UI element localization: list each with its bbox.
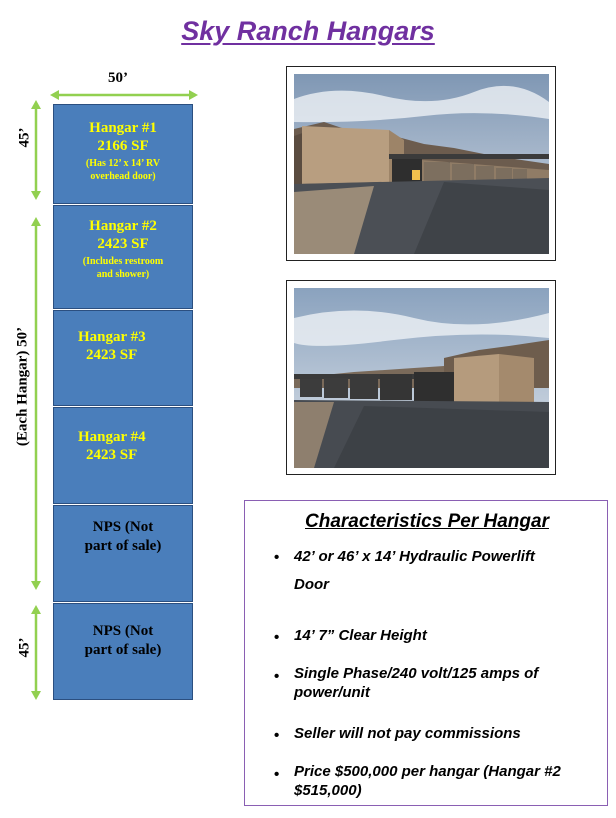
bullet-5-icon: • <box>274 766 280 783</box>
hangar-3-area: 2423 SF <box>86 347 138 363</box>
bullet-3-icon: • <box>274 668 280 685</box>
characteristic-power-line2: power/unit <box>294 684 370 701</box>
hangar-1-note-line1: (Has 12’ x 14’ RV <box>85 158 161 169</box>
characteristic-power <box>294 664 599 702</box>
width-dimension-arrow <box>50 88 198 102</box>
width-dimension-label: 50’ <box>108 70 128 86</box>
hangar-4-name: Hangar #4 <box>78 429 146 445</box>
characteristic-clear-height-line1: 14’ 7” Clear Height <box>294 627 427 644</box>
hangar-2-note-line2: and shower) <box>96 269 150 280</box>
characteristic-price-line1: Price $500,000 per hangar (Hangar #2 <box>294 763 561 780</box>
bullet-4-icon: • <box>274 727 280 744</box>
characteristic-door <box>294 546 599 596</box>
page-title: Sky Ranch Hangars <box>181 16 435 46</box>
characteristic-door-line1: 42’ or 46’ x 14’ Hydraulic Powerlift <box>294 548 535 565</box>
characteristic-price-line2: $515,000) <box>294 782 362 799</box>
nps-block-2 <box>53 603 193 700</box>
hangar-2-area: 2423 SF <box>97 236 149 252</box>
hangar-2-note-line1: (Includes restroom <box>82 256 164 267</box>
bullet-2-icon: • <box>274 629 280 646</box>
bottom-height-label: 45’ <box>16 637 33 658</box>
characteristics-heading: Characteristics Per Hangar <box>305 511 549 532</box>
hangar-4-block <box>53 407 193 504</box>
characteristic-clear-height <box>294 625 599 647</box>
characteristic-commissions <box>294 723 599 745</box>
characteristic-price <box>294 762 599 800</box>
characteristics-box <box>244 500 608 806</box>
nps-block-1 <box>53 505 193 602</box>
hangar-2-name: Hangar #2 <box>89 218 157 234</box>
characteristic-door-line2: Door <box>294 576 329 593</box>
nps-1-line1: NPS (Not <box>92 519 154 535</box>
each-hangar-height-label: (Each Hangar) 50’ <box>14 326 31 447</box>
bullet-1-icon: • <box>274 549 280 566</box>
hangar-photo-1 <box>286 66 556 261</box>
hangar-2-block <box>53 205 193 309</box>
nps-1-line2: part of sale) <box>84 538 162 554</box>
top-height-label: 45’ <box>16 127 33 148</box>
characteristic-commissions-line1: Seller will not pay commissions <box>294 725 521 742</box>
hangar-1-block <box>53 104 193 204</box>
hangar-4-area: 2423 SF <box>86 447 138 463</box>
hangar-1-area: 2166 SF <box>97 138 149 154</box>
characteristic-power-line1: Single Phase/240 volt/125 amps of <box>294 665 539 682</box>
hangar-1-note-line2: overhead door) <box>90 171 156 182</box>
hangar-3-block <box>53 310 193 406</box>
nps-2-line1: NPS (Not <box>92 623 154 639</box>
hangar-3-name: Hangar #3 <box>78 329 146 345</box>
nps-2-line2: part of sale) <box>84 642 162 658</box>
hangar-photo-2 <box>286 280 556 475</box>
hangar-1-name: Hangar #1 <box>89 120 157 136</box>
